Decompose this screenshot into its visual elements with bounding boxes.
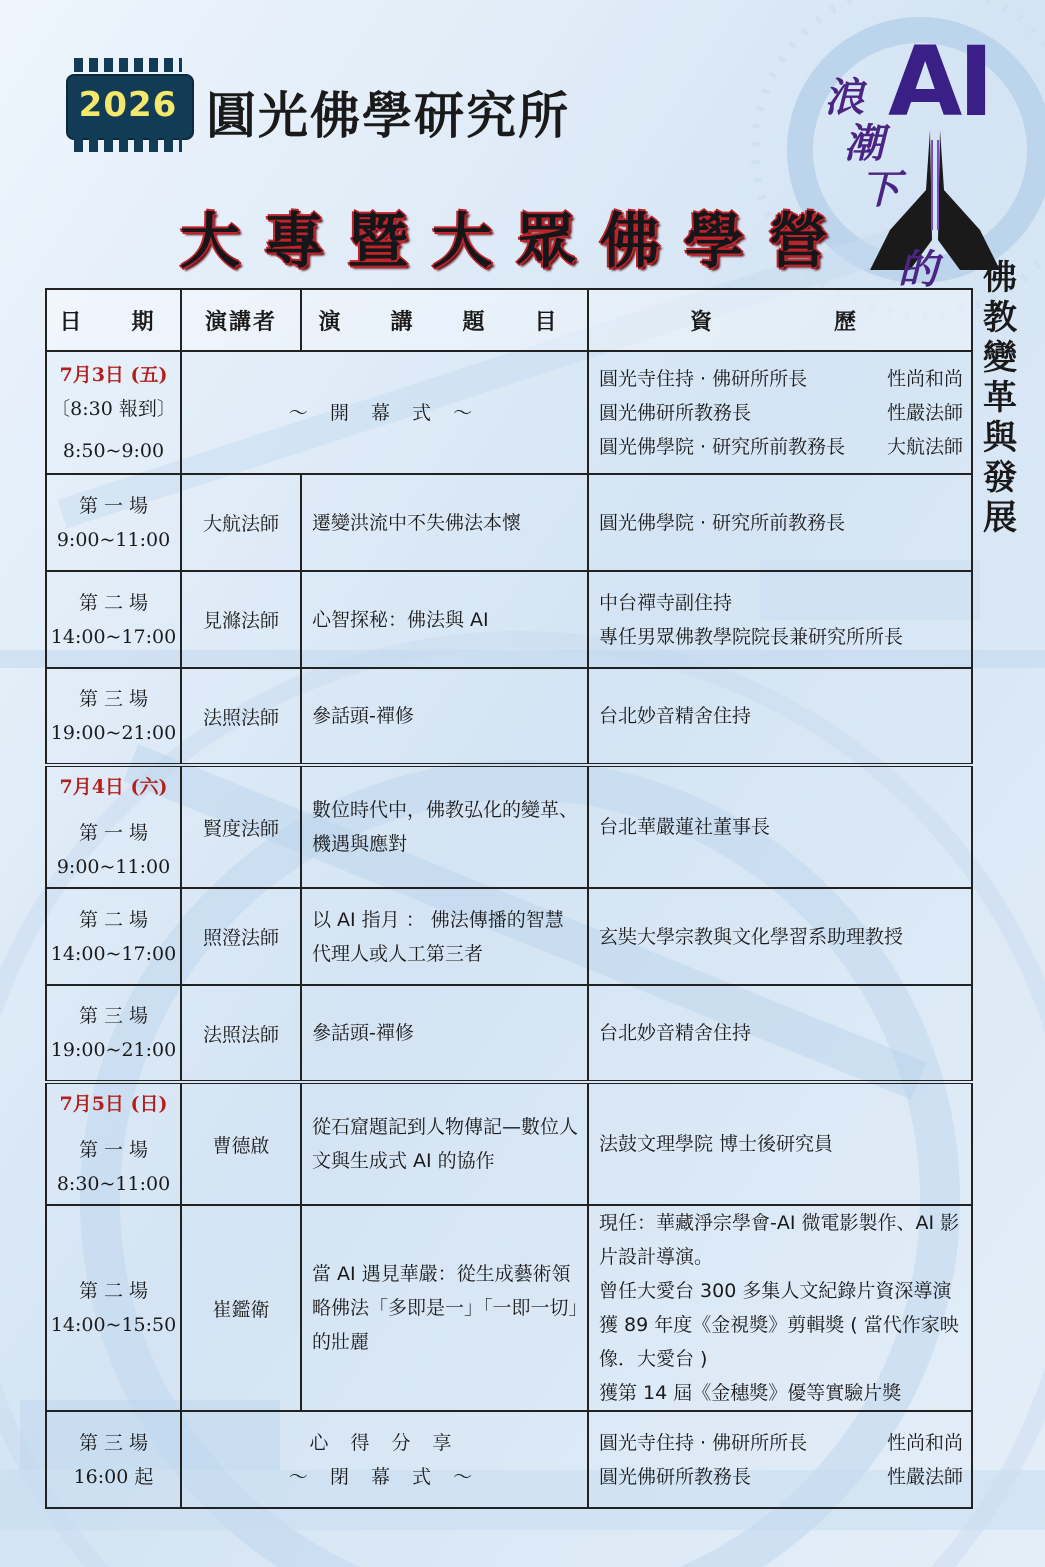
session-label: 第 二 場 [78, 591, 149, 614]
credentials-cell [588, 1411, 972, 1508]
topic-cell: 參話頭-禪修 [301, 985, 588, 1082]
opening-ceremony: ～ 開 幕 式 ～ [181, 351, 588, 474]
credentials-cell: 圓光佛學院 · 研究所前教務長 [588, 474, 972, 571]
session-label: 第 二 場 [78, 1280, 149, 1302]
credentials-cell: 台北妙音精舍住持 [588, 985, 972, 1082]
credential-line [599, 396, 963, 430]
date-label: 7月3日 (五) [59, 363, 168, 386]
credential-name: 性嚴法師 [886, 1465, 963, 1488]
table-row [46, 1205, 972, 1411]
date-cell [46, 571, 181, 668]
credential-name: 性尚和尚 [886, 367, 963, 390]
time-label: 16:00 起 [73, 1465, 154, 1488]
topic-cell: 心智探秘：佛法與 AI [301, 571, 588, 668]
chip-pins-top [74, 58, 182, 72]
credential-role: 獲第 14 屆《金穗獎》優等實驗片獎 [599, 1382, 902, 1404]
time-label: 8:30~11:00 [56, 1173, 171, 1195]
date-label: 7月5日 (日) [59, 1093, 168, 1115]
header-date: 日 期 [46, 289, 181, 351]
credentials-cell: 台北華嚴蓮社董事長 [588, 765, 972, 888]
session-label: 第 一 場 [78, 494, 149, 517]
sharing-label: 心 得 分 享 [309, 1431, 460, 1454]
time-label: 14:00~17:00 [50, 625, 177, 648]
closing-ceremony: ～ 閉 幕 式 ～ [288, 1465, 481, 1488]
date-cell [46, 765, 181, 888]
session-label: 第 三 場 [78, 1005, 149, 1027]
credentials-cell [588, 351, 972, 474]
table-row [46, 474, 972, 571]
wave-char-3: 下 [860, 166, 900, 213]
time-label: 9:00~11:00 [56, 528, 171, 551]
date-cell [46, 668, 181, 765]
schedule-table [45, 288, 973, 1509]
table-row [46, 765, 972, 888]
date-cell [46, 474, 181, 571]
speaker-cell: 大航法師 [181, 474, 301, 571]
year-chip-logo [66, 58, 190, 158]
table-row [46, 1411, 972, 1508]
credential-role: 圓光佛研所教務長 [599, 401, 752, 424]
time-label: 9:00~11:00 [56, 856, 171, 878]
topic-cell: 從石窟題記到人物傳記—數位人文與生成式 AI 的協作 [301, 1082, 588, 1205]
ai-wave-logo [822, 20, 1022, 293]
time-label: 19:00~21:00 [50, 1039, 177, 1061]
topic-cell: 數位時代中，佛教弘化的變革、機遇與應對 [301, 765, 588, 888]
credential-name: 大航法師 [886, 435, 963, 458]
credential-role: 獲 89 年度《金視獎》剪輯獎 ( 當代作家映像．大愛台 ) [599, 1314, 959, 1370]
topic-cell: 遷變洪流中不失佛法本懷 [301, 474, 588, 571]
vertical-subtitle: 佛教變革與發展 [983, 258, 1017, 538]
credentials-cell [588, 571, 972, 668]
speaker-cell: 崔鑑衛 [181, 1205, 301, 1411]
header-credentials: 資 歷 [588, 289, 972, 351]
wave-char-1: 浪 [824, 74, 864, 121]
credential-role: 現任：華藏淨宗學會-AI 微電影製作、AI 影片設計導演。 [599, 1212, 960, 1268]
date-cell [46, 888, 181, 985]
date-label: 7月4日 (六) [59, 776, 168, 798]
credential-role: 曾任大愛台 300 多集人文紀錄片資深導演 [599, 1280, 952, 1302]
speaker-cell: 賢度法師 [181, 765, 301, 888]
credential-role: 中台禪寺副住持 [599, 591, 733, 614]
time-label: 19:00~21:00 [50, 722, 177, 744]
credential-name: 性嚴法師 [886, 401, 963, 424]
speaker-cell: 照澄法師 [181, 888, 301, 985]
speaker-cell: 法照法師 [181, 668, 301, 765]
topic-cell: 以 AI 指月 ： 佛法傳播的智慧代理人或人工第三者 [301, 888, 588, 985]
topic-cell: 當 AI 遇見華嚴：從生成藝術領略佛法「多即是一」「一即一切」的壯麗 [301, 1205, 588, 1411]
camp-title: 大專暨大眾佛學營 [180, 207, 852, 277]
header-topic: 演 講 題 目 [301, 289, 588, 351]
table-row [46, 985, 972, 1082]
table-row [46, 571, 972, 668]
wave-char-2: 潮 [844, 120, 884, 167]
table-row [46, 1082, 972, 1205]
date-cell [46, 351, 181, 474]
topic-cell: 參話頭-禪修 [301, 668, 588, 765]
credential-line [599, 430, 963, 464]
credentials-cell: 法鼓文理學院 博士後研究員 [588, 1082, 972, 1205]
credentials-cell: 台北妙音精舍住持 [588, 668, 972, 765]
wave-char-4: 的 [898, 246, 938, 293]
date-cell [46, 1411, 181, 1508]
credential-role: 圓光佛研所教務長 [599, 1465, 752, 1488]
table-row [46, 888, 972, 985]
institute-name: 圓光佛學研究所 [206, 86, 570, 145]
date-cell [46, 1205, 181, 1411]
table-header-row [46, 289, 972, 351]
credential-line [599, 1460, 963, 1494]
credentials-cell: 玄奘大學宗教與文化學習系助理教授 [588, 888, 972, 985]
session-label: 第 一 場 [78, 1139, 149, 1161]
session-label: 第 三 場 [78, 1431, 149, 1454]
time-label: 14:00~17:00 [50, 942, 177, 965]
date-cell [46, 985, 181, 1082]
credential-line [599, 362, 963, 396]
year-label: 2026 [78, 85, 178, 125]
chip-pins-bottom [74, 138, 182, 152]
credential-role: 圓光寺住持 · 佛研所所長 [599, 367, 808, 390]
ai-text: AI [888, 26, 991, 138]
time-label: 14:00~15:50 [50, 1314, 177, 1336]
credential-role: 圓光佛學院 · 研究所前教務長 [599, 435, 846, 458]
date-cell [46, 1082, 181, 1205]
speaker-cell: 法照法師 [181, 985, 301, 1082]
session-label: 第 二 場 [78, 908, 149, 931]
speaker-cell: 見滌法師 [181, 571, 301, 668]
speaker-cell: 曹德啟 [181, 1082, 301, 1205]
credential-name: 性尚和尚 [886, 1431, 963, 1454]
header-speaker: 演講者 [181, 289, 301, 351]
credential-role: 圓光寺住持 · 佛研所所長 [599, 1431, 808, 1454]
credentials-cell [588, 1205, 972, 1411]
credential-line [599, 1426, 963, 1460]
session-label: 〔8:30 報到〕 [51, 397, 176, 420]
session-label: 第 三 場 [78, 688, 149, 710]
session-label: 第 一 場 [78, 822, 149, 844]
table-row [46, 351, 972, 474]
credential-role: 專任男眾佛教學院院長兼研究所所長 [599, 625, 904, 648]
table-row [46, 668, 972, 765]
closing-cell [181, 1411, 588, 1508]
time-label: 8:50~9:00 [62, 439, 165, 462]
